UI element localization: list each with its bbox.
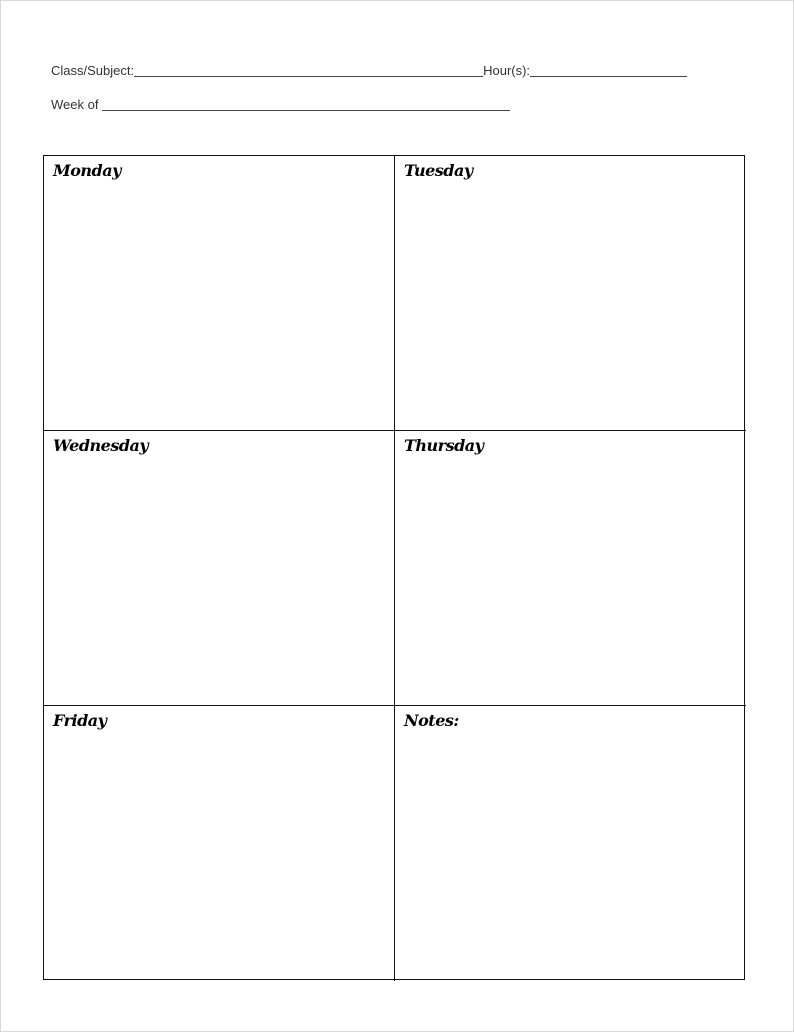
class-subject-label: Class/Subject: <box>51 63 135 78</box>
hours-blank[interactable] <box>530 63 687 77</box>
notes-title: Notes: <box>404 711 459 730</box>
hours-label: Hour(s): <box>483 63 531 78</box>
thursday-box[interactable] <box>395 431 746 706</box>
friday-title: Friday <box>53 711 107 730</box>
week-of-label: Week of <box>51 97 99 112</box>
monday-box[interactable] <box>44 156 395 431</box>
thursday-title: Thursday <box>404 436 484 455</box>
notes-box[interactable] <box>395 706 746 981</box>
friday-box[interactable] <box>44 706 395 981</box>
tuesday-title: Tuesday <box>404 161 473 180</box>
week-of-blank[interactable] <box>102 97 510 111</box>
monday-title: Monday <box>53 161 121 180</box>
weekly-planner-grid <box>43 155 745 980</box>
class-subject-blank[interactable] <box>134 63 483 77</box>
class-hours-row <box>51 63 687 78</box>
wednesday-box[interactable] <box>44 431 395 706</box>
wednesday-title: Wednesday <box>53 436 149 455</box>
week-of-row <box>51 97 510 112</box>
tuesday-box[interactable] <box>395 156 746 431</box>
